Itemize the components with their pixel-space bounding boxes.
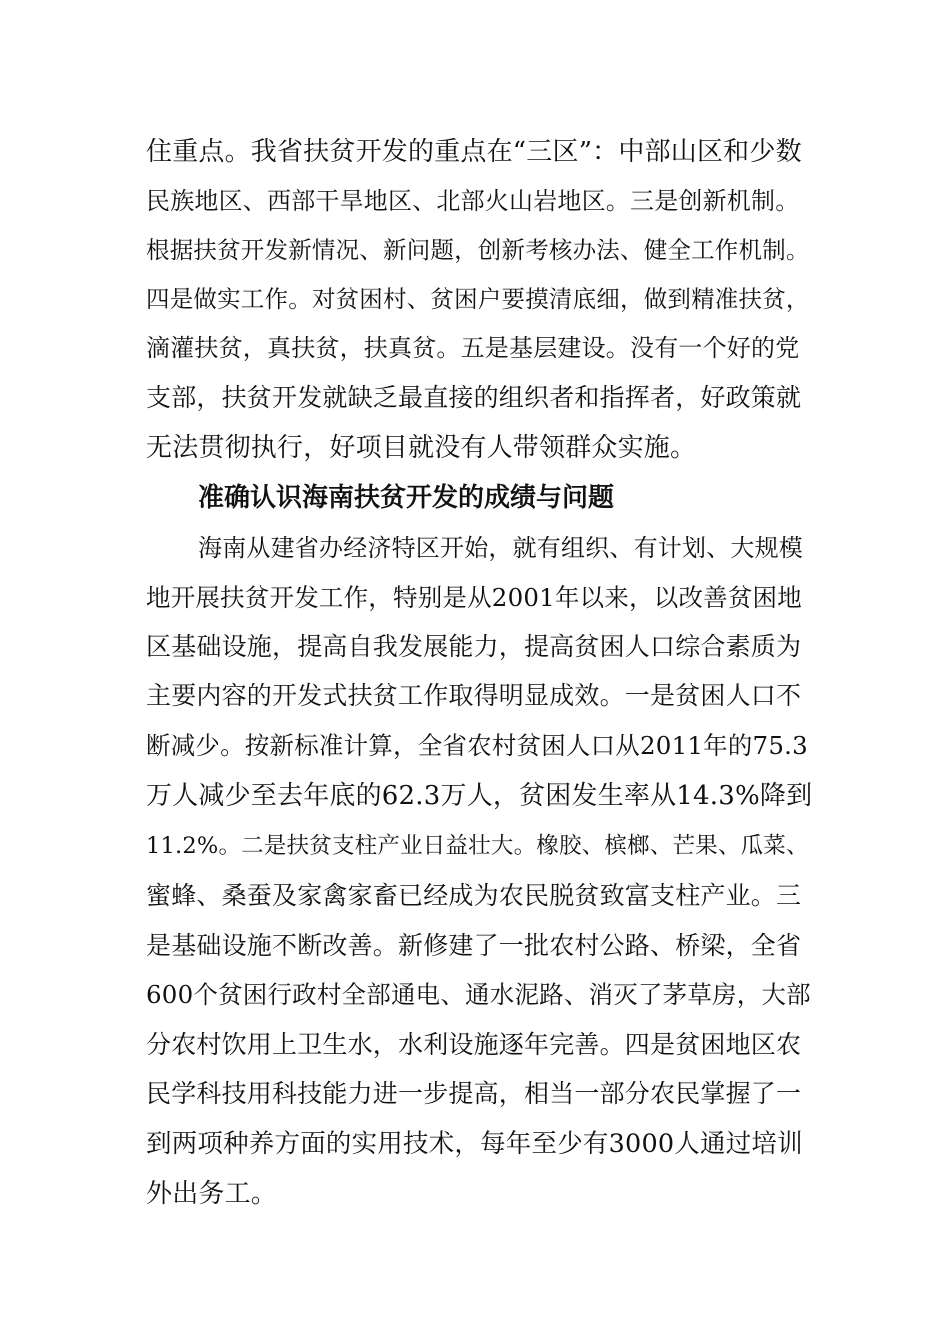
- paragraph-line: 11.2%。二是扶贫支柱产业日益壮大。橡胶、槟榔、芒果、瓜菜、: [146, 833, 809, 859]
- paragraph-line: 断减少。按新标准计算，全省农村贫困人口从2011年的75.3: [146, 731, 808, 760]
- paragraph-line: 支部，扶贫开发就缺乏最直接的组织者和指挥者，好政策就: [146, 383, 802, 412]
- paragraph-line: 四是做实工作。对贫困村、贫困户要摸清底细，做到精准扶贫，: [146, 285, 810, 313]
- paragraph-line: 600个贫困行政村全部通电、通水泥路、消灭了茅草房，大部: [146, 980, 811, 1009]
- paragraph-line: 蜜蜂、桑蚕及家禽家畜已经成为农民脱贫致富支柱产业。三: [146, 881, 802, 910]
- paragraph-line: 外出务工。: [146, 1179, 278, 1209]
- paragraph-line: 住重点。我省扶贫开发的重点在“三区”：中部山区和少数: [146, 137, 802, 167]
- paragraph-line: 滴灌扶贫，真扶贫，扶真贫。五是基层建设。没有一个好的党: [146, 334, 800, 362]
- paragraph-line: 主要内容的开发式扶贫工作取得明显成效。一是贫困人口不: [146, 681, 802, 710]
- paragraph-line: 根据扶贫开发新情况、新问题，创新考核办法、健全工作机制。: [146, 236, 810, 264]
- paragraph-line: 民学科技用科技能力进一步提高，相当一部分农民掌握了一: [146, 1079, 802, 1108]
- paragraph-line: 万人减少至去年底的62.3万人，贫困发生率从14.3%降到: [146, 781, 813, 811]
- paragraph-line: 民族地区、西部干旱地区、北部火山岩地区。三是创新机制。: [146, 187, 800, 215]
- paragraph-line: 无法贯彻执行，好项目就没有人带领群众实施。: [146, 433, 697, 463]
- paragraph-line: 地开展扶贫开发工作，特别是从2001年以来，以改善贫困地: [146, 583, 802, 612]
- paragraph-line: 分农村饮用上卫生水，水利设施逐年完善。四是贫困地区农: [146, 1030, 802, 1059]
- section-heading: 准确认识海南扶贫开发的成绩与问题: [198, 483, 615, 513]
- paragraph-line: 海南从建省办经济特区开始，就有组织、有计划、大规模: [198, 534, 803, 562]
- paragraph-line: 到两项种养方面的实用技术，每年至少有3000人通过培训: [146, 1129, 803, 1159]
- paragraph-line: 区基础设施，提高自我发展能力，提高贫困人口综合素质为: [146, 632, 802, 661]
- paragraph-line: 是基础设施不断改善。新修建了一批农村公路、桥梁，全省: [146, 931, 802, 960]
